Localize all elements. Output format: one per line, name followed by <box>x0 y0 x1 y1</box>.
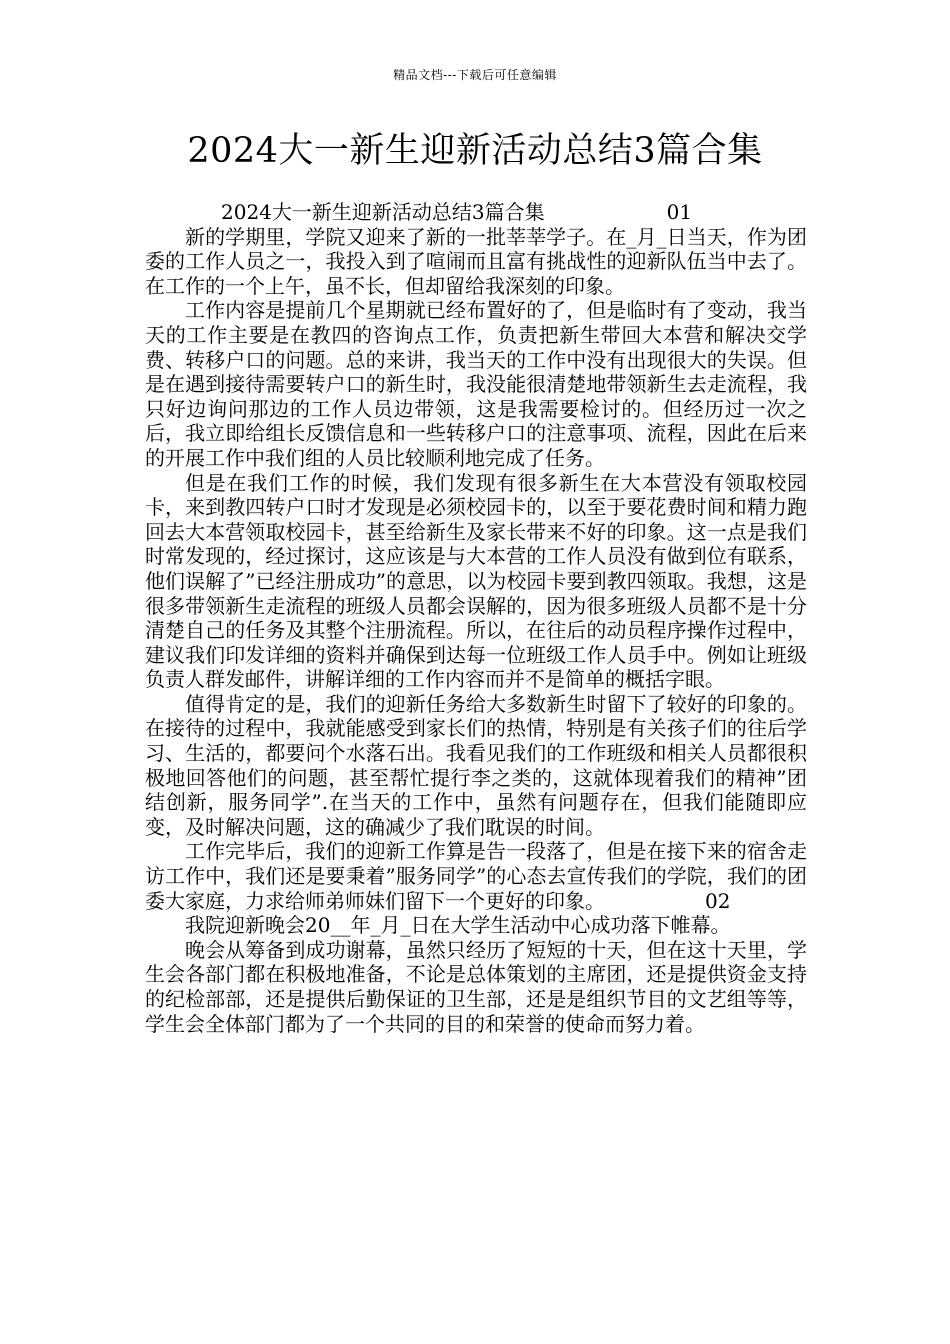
section-heading-1 <box>145 200 807 225</box>
paragraph-4: 值得肯定的是，我们的迎新任务给大多数新生时留下了较好的印象的。在接待的过程中，我就能感受到家长们的热情，特别是有关孩子们的往后学习、生活的，都要问个水落石出。我看见我们的工作班级和相关人员都很积极地回答他们的问题，甚至帮忙提行李之类的，这就体现着我们的精神”团结创新，服务同学”.在当天的工作中，虽然有问题存在，但我们能随即应变，及时解决问题，这的确减少了我们耽误的时间。 <box>145 691 807 839</box>
page-header: 精品文档---下载后可任意编辑 <box>393 68 557 82</box>
paragraph-5 <box>145 839 807 913</box>
section-number-01: 01 <box>666 200 693 224</box>
paragraph-7: 晚会从筹备到成功谢幕，虽然只经历了短短的十天，但在这十天里，学生会各部门都在积极地准备，不论是总体策划的主席团，还是提供资金支持的纪检部部，还是提供后勤保证的卫生部，还是是组织节目的文艺组等等，学生会全体部门都为了一个共同的目的和荣誉的使命而努力着。 <box>145 937 807 1036</box>
document-body <box>145 200 807 1036</box>
paragraph-6: 我院迎新晚会20__年_月_日在大学生活动中心成功落下帷幕。 <box>185 913 731 938</box>
section-heading-text: 2024大一新生迎新活动总结3篇合集 <box>221 200 545 224</box>
paragraph-1: 新的学期里，学院又迎来了新的一批莘莘学子。在_月_日当天，作为团委的工作人员之一，我投入到了喧闹而且富有挑战性的迎新队伍当中去了。在工作的一个上午，虽不长，但却留给我深刻的印象。 <box>145 224 807 298</box>
paragraph-5-text: 工作完毕后，我们的迎新工作算是告一段落了，但是在接下来的宿舍走访工作中，我们还是要秉着”服务同学”的心态去宣传我们的学院，我们的团委大家庭，力求给师弟师妹们留下一个更好的印象。 <box>145 839 807 913</box>
paragraph-2: 工作内容是提前几个星期就已经布置好的了，但是临时有了变动，我当天的工作主要是在教四的咨询点工作，负责把新生带回大本营和解决交学费、转移户口的问题。总的来讲，我当天的工作中没有出现很大的失误。但是在遇到接待需要转户口的新生时，我没能很清楚地带领新生去走流程，我只好边询问那边的工作人员边带领，这是我需要检讨的。但经历过一次之后，我立即给组长反馈信息和一些转移户口的注意事项、流程，因此在后来的开展工作中我们组的人员比较顺利地完成了任务。 <box>145 298 807 470</box>
section-number-02: 02 <box>705 888 731 913</box>
paragraph-3: 但是在我们工作的时候，我们发现有很多新生在大本营没有领取校园卡，来到教四转户口时才发现是必须校园卡的，以至于要花费时间和精力跑回去大本营领取校园卡，甚至给新生及家长带来不好的印象。这一点是我们时常发现的，经过探讨，这应该是与大本营的工作人员没有做到位有联系，他们误解了”已经注册成功”的意思，以为校园卡要到教四领取。我想，这是很多带领新生走流程的班级人员都会误解的，因为很多班级人员都不是十分清楚自己的任务及其整个注册流程。所以，在往后的动员程序操作过程中，建议我们印发详细的资料并确保到达每一位班级工作人员手中。例如让班级负责人群发邮件，讲解详细的工作内容而并不是简单的概括字眼。 <box>145 470 807 692</box>
document-title: 2024大一新生迎新活动总结3篇合集 <box>187 131 763 171</box>
